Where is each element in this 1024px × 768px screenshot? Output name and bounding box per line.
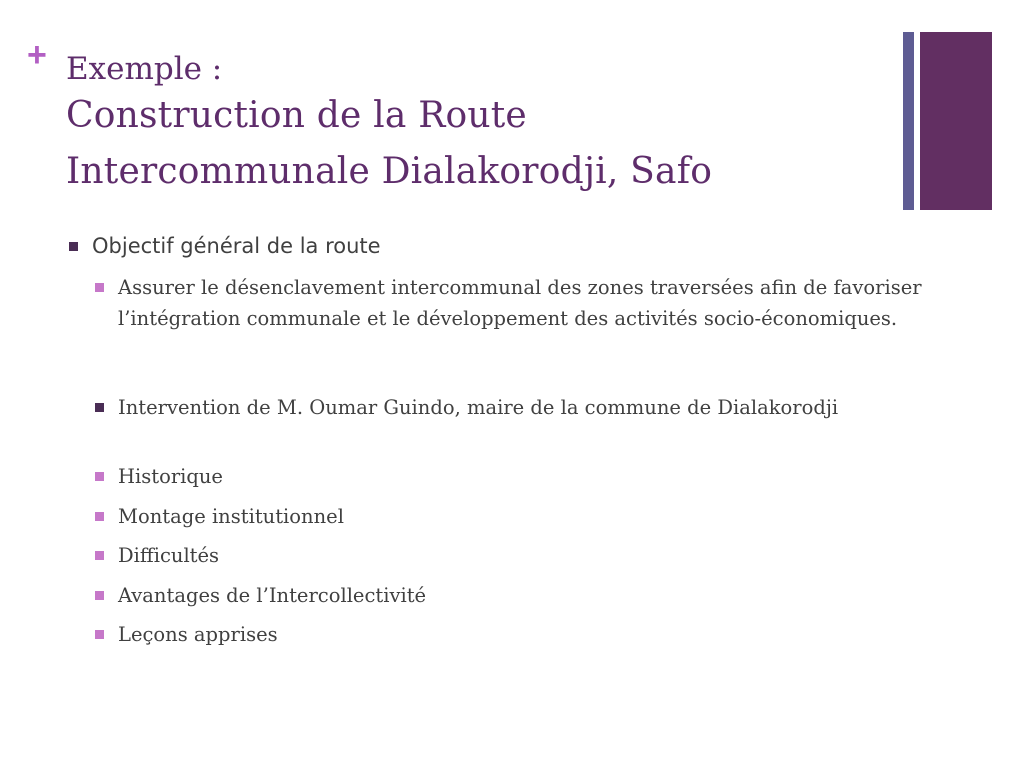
title-line-2: Construction de la Route bbox=[66, 95, 527, 136]
plus-icon: + bbox=[27, 36, 47, 74]
bullet-item-avantages bbox=[118, 580, 938, 611]
decorative-bar-thin bbox=[903, 32, 914, 210]
bullet-text: Montage institutionnel bbox=[118, 505, 344, 528]
square-bullet-icon bbox=[69, 242, 78, 251]
slide-title bbox=[66, 50, 886, 200]
square-bullet-icon bbox=[95, 472, 104, 481]
bullet-item-intervention bbox=[118, 392, 938, 423]
bullet-item-montage bbox=[118, 501, 938, 532]
bullet-text: Intervention de M. Oumar Guindo, maire de la commune de Dialakorodji bbox=[118, 396, 839, 419]
title-line-3: Intercommunale Dialakorodji, Safo bbox=[66, 151, 713, 192]
decorative-bar-thick bbox=[920, 32, 992, 210]
bullet-item-difficultes bbox=[118, 540, 938, 571]
bullet-item-lecons bbox=[118, 619, 938, 650]
bullet-text: Avantages de l’Intercollectivité bbox=[118, 584, 427, 607]
title-line-1: Exemple : bbox=[66, 51, 223, 87]
square-bullet-icon bbox=[95, 591, 104, 600]
bullet-item-assurer bbox=[118, 272, 938, 334]
square-bullet-icon bbox=[95, 551, 104, 560]
bullet-text: Leçons apprises bbox=[118, 623, 278, 646]
square-bullet-icon bbox=[95, 283, 104, 292]
square-bullet-icon bbox=[95, 403, 104, 412]
bullet-text: Historique bbox=[118, 465, 223, 488]
square-bullet-icon bbox=[95, 512, 104, 521]
bullet-level1-objectif bbox=[92, 232, 872, 260]
bullet-text: Assurer le désenclavement intercommunal des zones traversées afin de favoriser l’intégration communale et le développement des activités socio-économiques. bbox=[118, 276, 922, 330]
bullet-item-historique bbox=[118, 461, 938, 492]
bullet-text: Objectif général de la route bbox=[92, 234, 381, 258]
bullet-text: Difficultés bbox=[118, 544, 220, 567]
square-bullet-icon bbox=[95, 630, 104, 639]
